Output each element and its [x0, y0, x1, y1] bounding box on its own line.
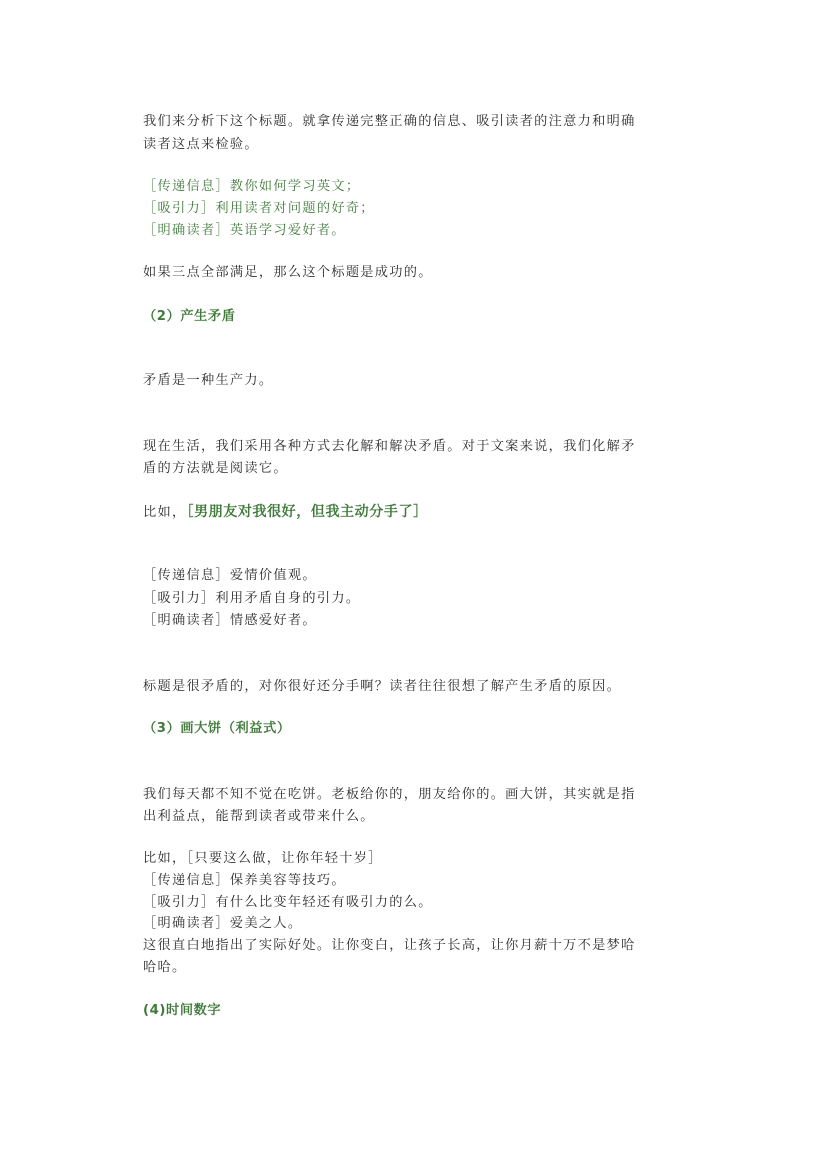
- paragraph-benefit-line2: 哈哈。: [143, 960, 187, 975]
- example2-prefix: 比如，: [143, 505, 187, 520]
- example2-item-info: ［传递信息］爱情价值观。: [143, 568, 317, 583]
- example2-title: ［男朋友对我很好，但我主动分手了］: [186, 504, 428, 520]
- example3-intro: 比如，［只要这么做，让你年轻十岁］: [143, 851, 383, 866]
- example3-item-info: ［传递信息］保养美容等技巧。: [143, 873, 346, 888]
- paragraph-success: 如果三点全部满足，那么这个标题是成功的。: [143, 265, 433, 280]
- example2-item-reader: ［明确读者］情感爱好者。: [143, 613, 317, 628]
- example3-item-attraction: ［吸引力］有什么比变年轻还有吸引力的么。: [143, 895, 433, 910]
- paragraph-resolve-line2: 盾的方法就是阅读它。: [143, 461, 288, 476]
- example1-item-info: ［传递信息］教你如何学习英文；: [143, 179, 361, 194]
- example1-item-reader: ［明确读者］英语学习爱好者。: [143, 223, 346, 238]
- paragraph-analysis-line1: 我们来分析下这个标题。就拿传递完整正确的信息、吸引读者的注意力和明确: [143, 114, 636, 129]
- example2-intro: [143, 502, 428, 523]
- paragraph-pie-line1: 我们每天都不知不觉在吃饼。老板给你的，朋友给你的。画大饼，其实就是指: [143, 787, 636, 802]
- paragraph-benefit-line1: 这很直白地指出了实际好处。让你变白，让孩子长高，让你月薪十万不是梦哈: [143, 938, 636, 953]
- example3-item-reader: ［明确读者］爱美之人。: [143, 916, 303, 931]
- example2-item-attraction: ［吸引力］利用矛盾自身的引力。: [143, 591, 361, 606]
- section-heading-big-pie: （3）画大饼（利益式）: [143, 721, 291, 736]
- paragraph-analysis-line2: 读者这点来检验。: [143, 137, 259, 152]
- example1-item-attraction: ［吸引力］利用读者对问题的好奇；: [143, 201, 375, 216]
- paragraph-productivity: 矛盾是一种生产力。: [143, 373, 274, 388]
- section-heading-contradiction: （2）产生矛盾: [143, 309, 236, 324]
- paragraph-pie-line2: 出利益点，能帮到读者或带来什么。: [143, 809, 375, 824]
- paragraph-resolve-line1: 现在生活，我们采用各种方式去化解和解决矛盾。对于文案来说，我们化解矛: [143, 439, 636, 454]
- paragraph-contradiction-title: 标题是很矛盾的，对你很好还分手啊？读者往往很想了解产生矛盾的原因。: [143, 679, 622, 694]
- section-heading-time-numbers: (4)时间数字: [143, 1003, 222, 1018]
